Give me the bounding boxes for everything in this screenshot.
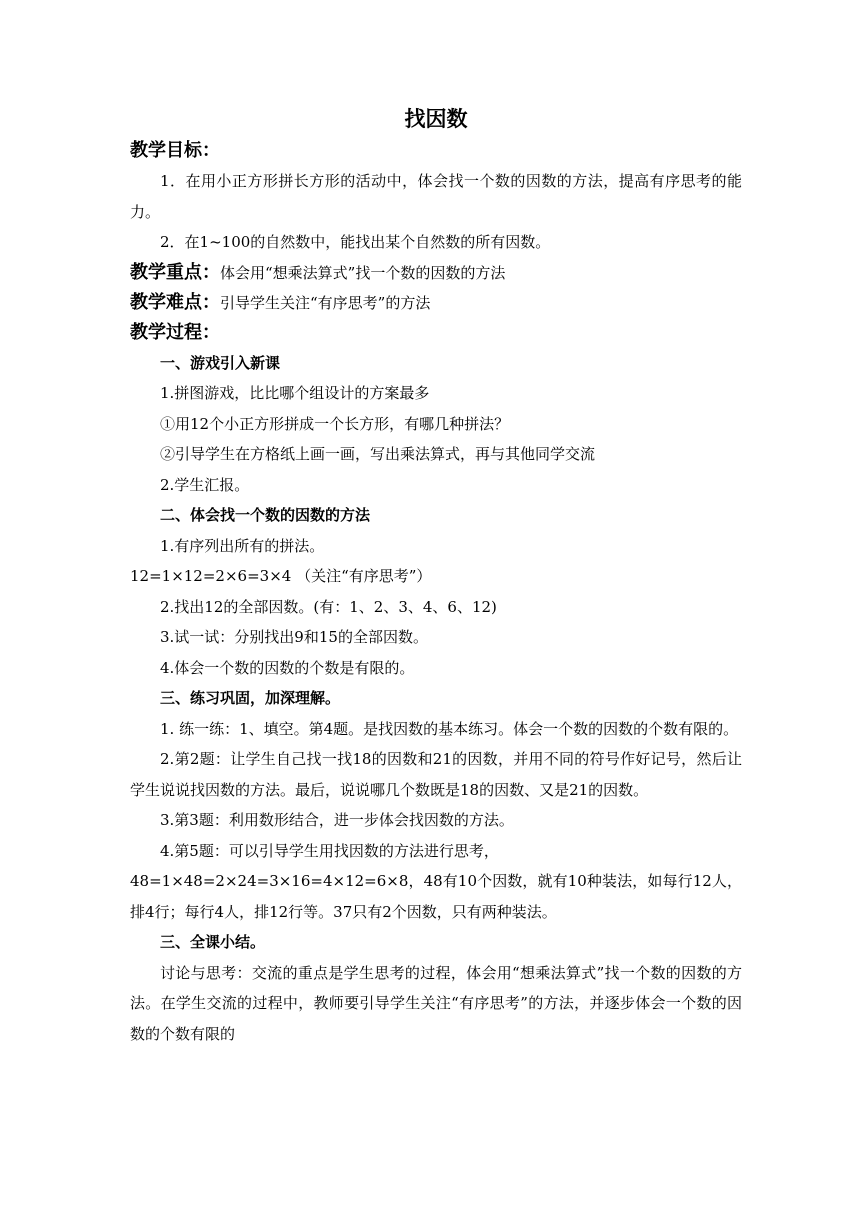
section-3-para-2: 2.第2题：让学生自己找一找18的因数和21的因数，并用不同的符号作好记号，然后让学生说说找因数的方法。最后，说说哪几个数既是18的因数、又是21的因数。	[130, 750, 742, 799]
section-1-line-2: ①用12个小正方形拼成一个长方形，有哪几种拼法？	[160, 414, 510, 433]
difficulty-row	[130, 288, 742, 318]
section-2-title: 二、体会找一个数的因数的方法	[160, 506, 371, 524]
objectives-heading-row	[130, 136, 742, 166]
section-3-para-3: 3.第3题：利用数形结合，进一步体会找因数的方法。	[160, 811, 514, 829]
section-2-line-4: 3.试一试：分别找出9和15的全部因数。	[160, 628, 428, 646]
section-1-title: 一、游戏引入新课	[160, 353, 281, 372]
process-heading-row	[130, 318, 742, 348]
section-3-title: 三、练习巩固，加深理解。	[160, 689, 341, 707]
objective-item-1: 1．在用小正方形拼长方形的活动中，体会找一个数的因数的方法，提高有序思考的能力。	[130, 172, 742, 221]
key-point-heading: 教学重点：	[130, 261, 220, 283]
section-3-para-1: 1. 练一练：1、填空。第4题。是找因数的基本练习。体会一个数的因数的个数有限的。	[160, 719, 739, 738]
objective-item-2: 2．在1~100的自然数中，能找出某个自然数的所有因数。	[160, 233, 551, 251]
section-3-para-4: 4.第5题：可以引导学生用找因数的方法进行思考，	[160, 841, 499, 860]
key-point-text: 体会用“想乘法算式”找一个数的因数的方法	[220, 263, 506, 282]
key-point-row	[130, 258, 742, 288]
section-2-line-2: 12=1×12=2×6=3×4 （关注“有序思考”）	[130, 567, 432, 585]
section-1-line-3: ②引导学生在方格纸上画一画，写出乘法算式，再与其他同学交流	[160, 445, 596, 463]
section-4-para: 讨论与思考：交流的重点是学生思考的过程，体会用“想乘法算式”找一个数的因数的方法。在学生交流的过程中，教师要引导学生关注“有序思考”的方法，并逐步体会一个数的因数的个数有限的	[130, 963, 742, 1043]
process-heading: 教学过程：	[130, 321, 220, 343]
section-1-line-1: 1.拼图游戏，比比哪个组设计的方案最多	[160, 384, 430, 402]
difficulty-text: 引导学生关注“有序思考”的方法	[220, 293, 431, 312]
section-3-formula-para: 48=1×48=2×24=3×16=4×12=6×8，48有10个因数，就有10种装法，如每行12人，排4行；每行4人，排12行等。37只有2个因数，只有两种装法。	[130, 872, 742, 921]
document-title: 找因数	[404, 107, 468, 131]
difficulty-heading: 教学难点：	[130, 291, 220, 313]
section-1-line-4: 2.学生汇报。	[160, 475, 250, 494]
section-2-line-1: 1.有序列出所有的拼法。	[160, 536, 325, 555]
section-4-title: 三、全课小结。	[160, 933, 266, 951]
section-2-line-3: 2.找出12的全部因数。(有：1、2、3、4、6、12)	[160, 597, 497, 616]
section-2-line-5: 4.体会一个数的因数的个数是有限的。	[160, 658, 415, 677]
lesson-document	[130, 104, 742, 1049]
objectives-heading: 教学目标：	[130, 140, 220, 161]
